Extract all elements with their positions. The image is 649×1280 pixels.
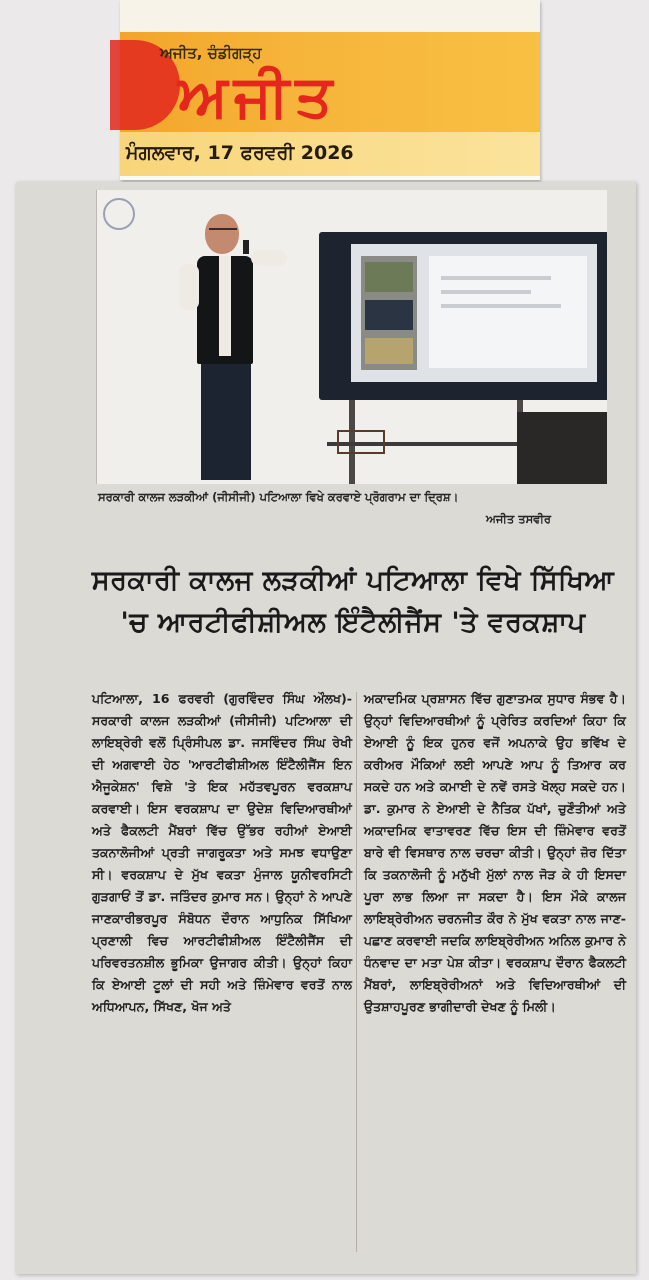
article-column-left	[92, 688, 352, 1018]
slide-thumbnail	[365, 262, 413, 292]
speaker-glasses	[209, 228, 237, 236]
microphone-icon	[243, 240, 249, 254]
article-headline	[72, 560, 634, 644]
slide-text-panel	[429, 256, 587, 368]
speaker-shirt	[219, 256, 231, 356]
newspaper-masthead	[120, 0, 540, 180]
dateline: ਪਟਿਆਲਾ, 16 ਫਰਵਰੀ	[92, 691, 215, 706]
floor-cable	[337, 430, 385, 454]
speaker-legs	[201, 362, 251, 480]
article-clipping	[16, 182, 636, 1274]
slide-thumbnail	[365, 338, 413, 364]
slide-image-panel	[361, 256, 417, 370]
publication-date: ਮੰਗਲਵਾਰ, 17 ਫਰਵਰੀ 2026	[126, 142, 354, 164]
equipment-box	[517, 412, 607, 484]
masthead-edition-city: ਅਜੀਤ, ਚੰਡੀਗੜ੍ਹ	[160, 44, 262, 62]
slide-text-line	[441, 290, 531, 294]
slide-text-line	[441, 304, 561, 308]
article-column-right	[364, 688, 626, 1018]
newspaper-name: ਅਜੀਤ	[178, 62, 339, 130]
presentation-screen	[319, 232, 607, 400]
event-photo	[96, 190, 607, 484]
body-text-left: (ਗੁਰਵਿੰਦਰ ਸਿੰਘ ਔਲਖ)-ਸਰਕਾਰੀ ਕਾਲਜ ਲੜਕੀਆਂ (ਜੀਸੀਜੀ) ਪਟਿਆਲਾ ਦੀ ਲਾਇਬ੍ਰੇਰੀ ਵਲੋਂ ਪ੍ਰਿੰਸੀਪਲ ਡਾ. ਜਸਵਿੰਦਰ ਸਿੰਘ ਰੇਖੀ ਦੀ ਅਗਵਾਈ ਹੇਠ 'ਆਰਟੀਫੀਸ਼ੀਅਲ ਇੰਟੈਲੀਜੈਂਸ ਇਨ ਐਜੂਕੇਸ਼ਨ' ਵਿਸ਼ੇ 'ਤੇ ਇਕ ਮਹੱਤਵਪੂਰਨ ਵਰਕਸ਼ਾਪ ਕਰਵਾਈ। ਇਸ ਵਰਕਸ਼ਾਪ ਦਾ ਉਦੇਸ਼ ਵਿਦਿਆਰਥੀਆਂ ਅਤੇ ਫੈਕਲਟੀ ਮੈਂਬਰਾਂ ਵਿੱਚ ਉੱਭਰ ਰਹੀਆਂ ਏਆਈ ਤਕਨਾਲੋਜੀਆਂ ਪ੍ਰਤੀ ਜਾਗਰੂਕਤਾ ਅਤੇ ਸਮਝ ਵਧਾਉਣਾ ਸੀ। ਵਰਕਸ਼ਾਪ ਦੇ ਮੁੱਖ ਵਕਤਾ ਮੁੰਜਾਲ ਯੂਨੀਵਰਸਿਟੀ ਗੁੜਗਾਓਂ ਤੋਂ ਡਾ. ਜਤਿੰਦਰ ਕੁਮਾਰ ਸਨ। ਉਨ੍ਹਾਂ ਨੇ ਆਪਣੇ ਜਾਣਕਾਰੀਭਰਪੂਰ ਸੰਬੋਧਨ ਦੌਰਾਨ ਆਧੁਨਿਕ ਸਿੱਖਿਆ ਪ੍ਰਣਾਲੀ ਵਿਚ ਆਰਟੀਫੀਸ਼ੀਅਲ ਇੰਟੈਲੀਜੈਂਸ ਦੀ ਪਰਿਵਰਤਨਸ਼ੀਲ ਭੂਮਿਕਾ ਉਜਾਗਰ ਕੀਤੀ। ਉਨ੍ਹਾਂ ਕਿਹਾ ਕਿ ਏਆਈ ਟੂਲਾਂ ਦੀ ਸਹੀ ਅਤੇ ਜ਼ਿੰਮੇਵਾਰ ਵਰਤੋਂ ਨਾਲ ਅਧਿਆਪਨ, ਸਿੱਖਣ, ਖੋਜ ਅਤੇ	[92, 691, 352, 1014]
column-divider	[356, 692, 357, 1252]
photo-caption: ਸਰਕਾਰੀ ਕਾਲਜ ਲੜਕੀਆਂ (ਜੀਸੀਜੀ) ਪਟਿਆਲਾ ਵਿਖੇ ਕਰਵਾਏ ਪ੍ਰੋਗਰਾਮ ਦਾ ਦ੍ਰਿਸ਼।	[98, 490, 459, 504]
slide-thumbnail	[365, 300, 413, 330]
speaker-arm	[179, 264, 199, 310]
headline-line-1: ਸਰਕਾਰੀ ਕਾਲਜ ਲੜਕੀਆਂ ਪਟਿਆਲਾ ਵਿਖੇ ਸਿੱਖਿਆ	[91, 565, 615, 596]
screen-display	[351, 244, 597, 382]
circle-mark-icon	[103, 198, 135, 230]
headline-line-2: 'ਚ ਆਰਟੀਫੀਸ਼ੀਅਲ ਇੰਟੈਲੀਜੈਂਸ 'ਤੇ ਵਰਕਸ਼ਾਪ	[120, 607, 586, 638]
slide-text-line	[441, 276, 551, 280]
speaker-arm	[251, 250, 287, 266]
body-text-right: ਅਕਾਦਮਿਕ ਪ੍ਰਸ਼ਾਸਨ ਵਿੱਚ ਗੁਣਾਤਮਕ ਸੁਧਾਰ ਸੰਭਵ ਹੈ। ਉਨ੍ਹਾਂ ਵਿਦਿਆਰਥੀਆਂ ਨੂੰ ਪ੍ਰੇਰਿਤ ਕਰਦਿਆਂ ਕਿਹਾ ਕਿ ਏਆਈ ਨੂੰ ਇਕ ਹੁਨਰ ਵਜੋਂ ਅਪਨਾਕੇ ਉਹ ਭਵਿੱਖ ਦੇ ਕਰੀਅਰ ਮੌਕਿਆਂ ਲਈ ਆਪਣੇ ਆਪ ਨੂੰ ਤਿਆਰ ਕਰ ਸਕਦੇ ਹਨ ਅਤੇ ਕਮਾਈ ਦੇ ਨਵੇਂ ਰਸਤੇ ਖੋਲ੍ਹ ਸਕਦੇ ਹਨ। ਡਾ. ਕੁਮਾਰ ਨੇ ਏਆਈ ਦੇ ਨੈਤਿਕ ਪੱਖਾਂ, ਚੁਣੌਤੀਆਂ ਅਤੇ ਅਕਾਦਮਿਕ ਵਾਤਾਵਰਣ ਵਿੱਚ ਇਸ ਦੀ ਜ਼ਿੰਮੇਵਾਰ ਵਰਤੋਂ ਬਾਰੇ ਵੀ ਵਿਸਥਾਰ ਨਾਲ ਚਰਚਾ ਕੀਤੀ। ਉਨ੍ਹਾਂ ਜ਼ੋਰ ਦਿੱਤਾ ਕਿ ਤਕਨਾਲੋਜੀ ਨੂੰ ਮਨੁੱਖੀ ਮੁੱਲਾਂ ਨਾਲ ਜੋੜ ਕੇ ਹੀ ਇਸਦਾ ਪੂਰਾ ਲਾਭ ਲਿਆ ਜਾ ਸਕਦਾ ਹੈ। ਇਸ ਮੌਕੇ ਕਾਲਜ ਲਾਇਬ੍ਰੇਰੀਅਨ ਚਰਨਜੀਤ ਕੌਰ ਨੇ ਮੁੱਖ ਵਕਤਾ ਨਾਲ ਜਾਣ-ਪਛਾਣ ਕਰਵਾਈ ਜਦਕਿ ਲਾਇਬ੍ਰੇਰੀਅਨ ਅਨਿਲ ਕੁਮਾਰ ਨੇ ਧੰਨਵਾਦ ਦਾ ਮਤਾ ਪੇਸ਼ ਕੀਤਾ। ਵਰਕਸ਼ਾਪ ਦੌਰਾਨ ਫੈਕਲਟੀ ਮੈਂਬਰਾਂ, ਲਾਇਬ੍ਰੇਰੀਅਨਾਂ ਅਤੇ ਵਿਦਿਆਰਥੀਆਂ ਦੀ ਉਤਸ਼ਾਹਪੂਰਣ ਭਾਗੀਦਾਰੀ ਦੇਖਣ ਨੂੰ ਮਿਲੀ।	[364, 691, 626, 1014]
photo-credit: ਅਜੀਤ ਤਸਵੀਰ	[486, 512, 552, 526]
masthead-top-band	[120, 0, 540, 32]
